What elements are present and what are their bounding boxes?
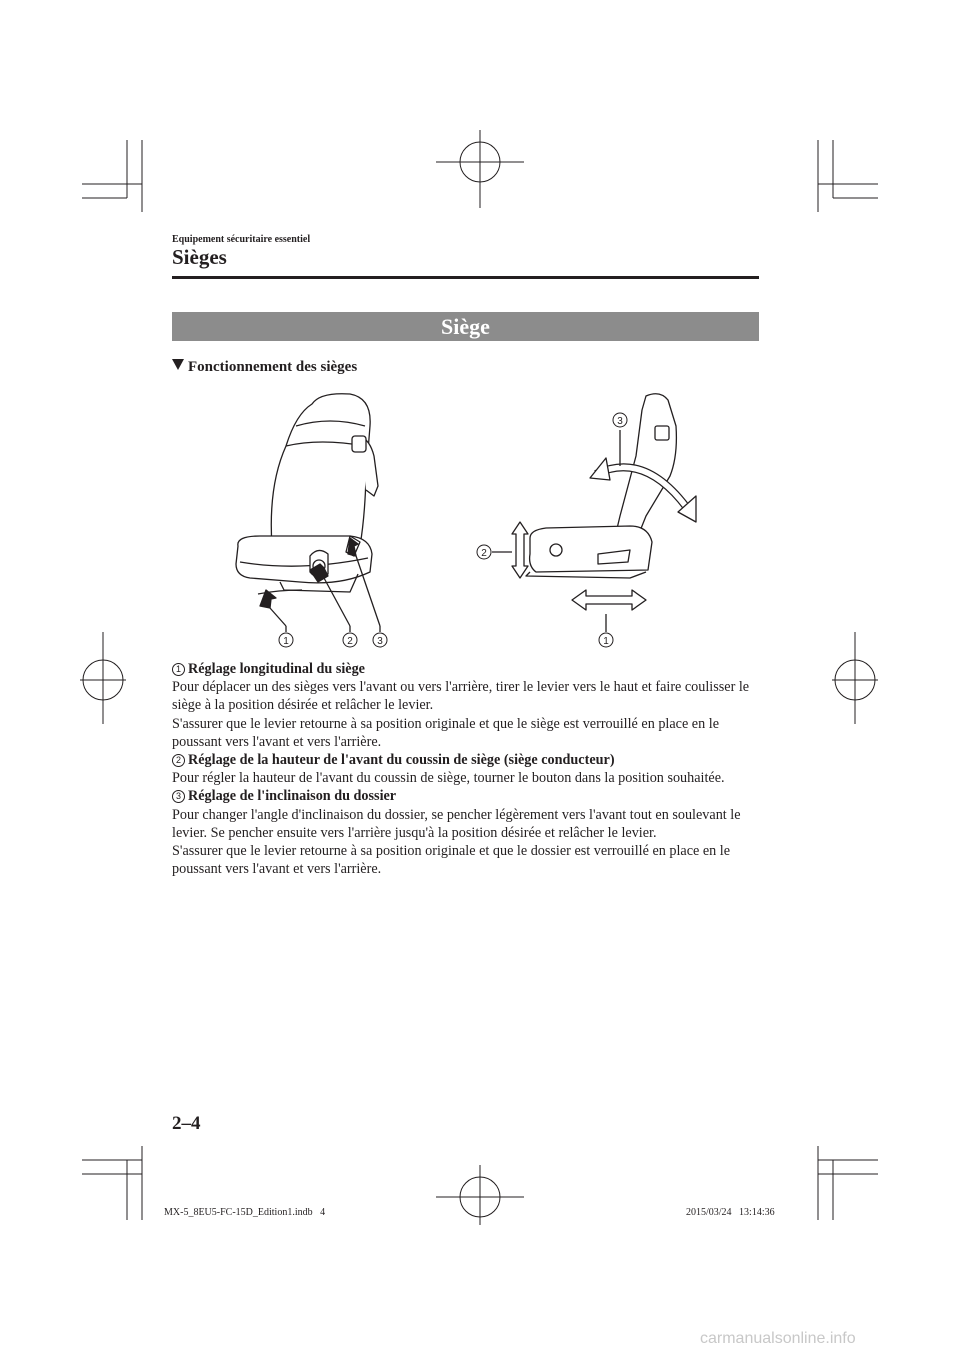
seatback-left <box>271 394 370 554</box>
subheading <box>172 359 357 376</box>
callout-1-left: 1 <box>283 636 289 647</box>
item-heading-2: 2 Réglage de la hauteur de l'avant du coussin de siège (siège conducteur) <box>172 751 762 769</box>
cushion-right <box>530 526 652 572</box>
footer-file: MX-5_8EU5-FC-15D_Edition1.indb 4 <box>164 1207 326 1218</box>
watermark: carmanualsonline.info <box>700 1330 856 1347</box>
callout-2-right: 2 <box>481 548 487 559</box>
footer-timestamp: 2015/03/24 13:14:36 <box>686 1207 775 1218</box>
triangle-bullet-icon <box>172 359 184 370</box>
page-number: 2–4 <box>172 1113 201 1134</box>
subheading-text: Fonctionnement des sièges <box>188 359 358 375</box>
item-1-paragraph-1: Pour déplacer un des sièges vers l'avant ou vers l'arrière, tirer le levier vers le haut et faire coulisser le siège à la position désirée et relâcher le levier. <box>172 679 750 714</box>
item-heading-3: 3 Réglage de l'inclinaison du dossier <box>172 787 762 805</box>
callout-3-right: 3 <box>617 416 623 427</box>
header-rule <box>172 276 759 279</box>
chapter-title: Equipement sécuritaire essentiel <box>172 234 311 245</box>
item-heading-1: 1 Réglage longitudinal du siège <box>172 660 762 678</box>
item-number-3: 3 <box>172 790 185 803</box>
item-number-2: 2 <box>172 754 185 767</box>
item-3-paragraph-2: S'assurer que le levier retourne à sa position originale et que le dossier est verrouillé en place en le poussant vers l'avant et vers l'arrière. <box>172 843 731 878</box>
callout-1-right: 1 <box>603 636 609 647</box>
item-number-1: 1 <box>172 663 185 676</box>
section-title: Sièges <box>172 245 227 269</box>
item-2-paragraph-1: Pour régler la hauteur de l'avant du coussin de siège, tourner le bouton dans la position souhaitée. <box>172 770 725 787</box>
body-text <box>172 660 762 878</box>
item-1-paragraph-2: S'assurer que le levier retourne à sa position originale et que le siège est verrouillé en place en le poussant vers l'avant et vers l'arrière. <box>172 715 719 750</box>
item-3-paragraph-1: Pour changer l'angle d'inclinaison du dossier, se pencher légèrement vers l'avant tout en soulevant le levier. Se pencher ensuite vers l'arrière jusqu'à la position désirée et relâcher le levier. <box>172 806 741 841</box>
callout-3-left: 3 <box>377 636 383 647</box>
topic-banner: Siège <box>172 312 759 341</box>
seat-illustration <box>200 386 740 656</box>
callout-2-left: 2 <box>347 636 353 647</box>
